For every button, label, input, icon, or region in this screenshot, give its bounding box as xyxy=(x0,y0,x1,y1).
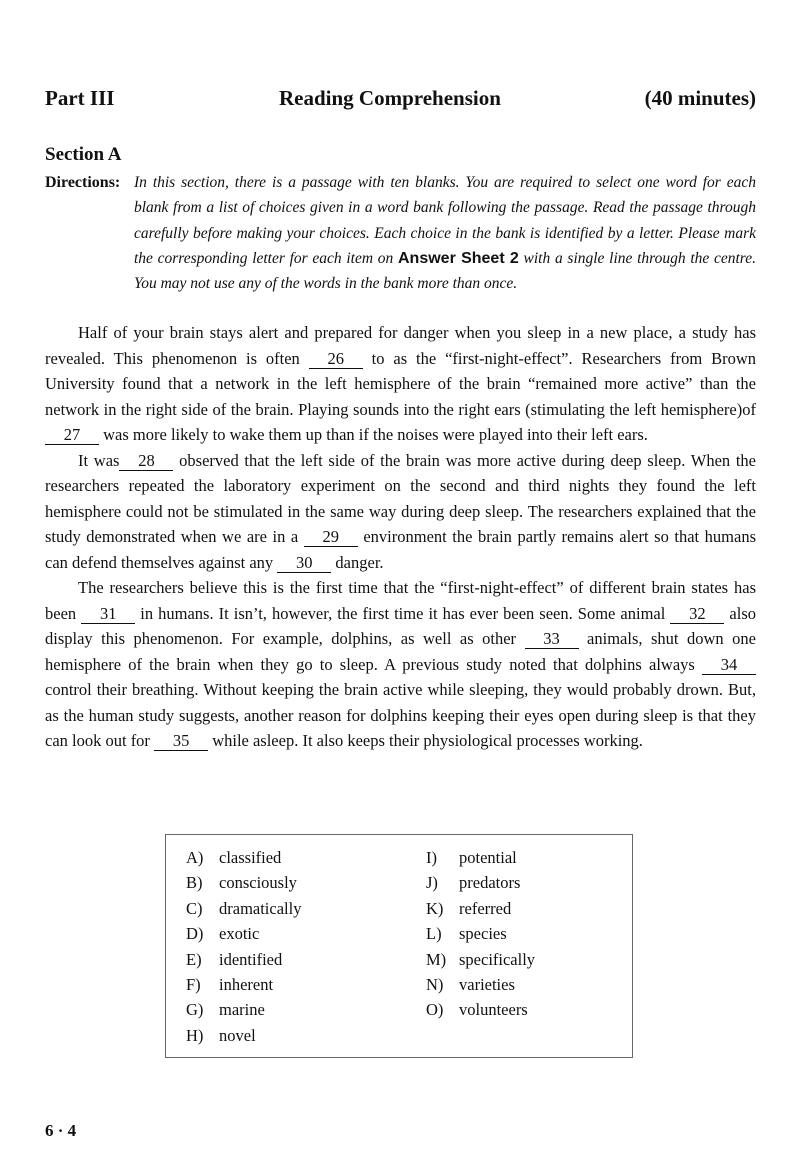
passage-text: observed that the left side of the brain was more active during deep sleep. When the researchers repeated the laboratory experiment on the second and third nights they found the left hemisphere could not be stimulated in the same way during deep sleep. The researchers explained that the study demonstrated when we are in a xyxy=(45,450,756,546)
directions-label-text: Directions xyxy=(45,174,115,191)
answer-sheet-label: Answer Sheet 2 xyxy=(398,249,519,267)
page-header xyxy=(45,86,756,116)
word-bank-item xyxy=(186,972,301,997)
word-bank-letter: O) xyxy=(426,1000,444,1020)
word-bank-word: varieties xyxy=(459,974,515,994)
passage-text: danger. xyxy=(331,552,384,572)
blank-29: 29 xyxy=(304,528,358,547)
word-bank-item xyxy=(426,972,535,997)
word-bank-item xyxy=(186,870,301,895)
word-bank-letter: D) xyxy=(186,924,204,944)
word-bank-item xyxy=(426,921,535,946)
word-bank-item xyxy=(186,997,301,1022)
word-bank-column-1 xyxy=(186,845,301,1048)
section-heading-title: Reading Comprehension xyxy=(279,86,501,110)
word-bank-item xyxy=(426,896,535,921)
blank-35: 35 xyxy=(154,732,208,751)
word-bank-item xyxy=(186,947,301,972)
word-bank-word: marine xyxy=(219,1000,265,1020)
word-bank-word: novel xyxy=(219,1025,256,1045)
passage-text: The researchers believe this is the first time that the “first-night-effect” of different brain states has been xyxy=(45,578,756,623)
blank-26: 26 xyxy=(309,350,363,369)
word-bank-letter: K) xyxy=(426,898,444,918)
passage-text: Half of your brain stays alert and prepared for danger when you sleep in a new place, a study has revealed. This phenomenon is often xyxy=(45,323,756,368)
word-bank-letter: G) xyxy=(186,1000,204,1020)
passage-text: control their breathing. Without keeping the brain active while sleeping, they would probably drown. But, as the human study suggests, another reason for dolphins keeping their eyes open during sleep is that they can look out for xyxy=(45,680,756,750)
word-bank-word: referred xyxy=(459,898,512,918)
passage-paragraph-2 xyxy=(45,448,756,576)
word-bank-item xyxy=(426,997,535,1022)
word-bank-word: volunteers xyxy=(459,1000,528,1020)
word-bank-letter: C) xyxy=(186,898,203,918)
directions-text-before: In this section, there is a passage with ten blanks. You are required to select one word for each blank from a list of choices given in a word bank following the passage. Read the passage through carefully before making your choices. Each choice in the bank is identified by a letter. Please mark the corresponding letter for each item on xyxy=(134,174,756,267)
word-bank-word: inherent xyxy=(219,974,274,994)
word-bank-letter: H) xyxy=(186,1025,204,1045)
word-bank-word: classified xyxy=(219,848,282,867)
word-bank-item xyxy=(426,870,535,895)
word-bank-item xyxy=(186,845,301,870)
page-number: 6 · 4 xyxy=(45,1121,77,1140)
passage-text: It was xyxy=(78,450,120,470)
word-bank-letter: A) xyxy=(186,848,204,867)
directions-text xyxy=(134,170,756,296)
word-bank-word: consciously xyxy=(219,873,297,893)
passage-text: also display this phenomenon. For example, dolphins, as well as other xyxy=(45,603,756,648)
word-bank-item xyxy=(426,947,535,972)
blank-33: 33 xyxy=(525,630,579,649)
directions-label xyxy=(45,170,120,195)
word-bank-letter: E) xyxy=(186,949,202,969)
passage-text: was more likely to wake them up than if the noises were played into their left ears. xyxy=(99,425,648,444)
directions-text-after: with a single line through the centre. You may not use any of the words in the bank more than once. xyxy=(134,249,756,293)
word-bank-word: potential xyxy=(459,848,517,867)
blank-30: 30 xyxy=(277,554,331,573)
word-bank-word: species xyxy=(459,924,507,944)
passage-text: in humans. It isn’t, however, the first time it has ever been seen. Some animal xyxy=(135,603,671,623)
word-bank-word: identified xyxy=(219,949,283,969)
directions-colon: : xyxy=(114,174,121,191)
time-limit: (40 minutes) xyxy=(644,86,756,110)
word-bank-letter: N) xyxy=(426,974,444,994)
blank-34: 34 xyxy=(702,656,756,675)
blank-28: 28 xyxy=(119,452,173,471)
word-bank-word: specifically xyxy=(459,949,536,969)
word-bank-item xyxy=(186,921,301,946)
word-bank-letter: F) xyxy=(186,974,201,994)
word-bank-letter: J) xyxy=(426,873,438,893)
passage-paragraph-1 xyxy=(45,320,756,448)
word-bank-letter: M) xyxy=(426,949,447,969)
passage-text: to as the “first-night-effect”. Researchers from Brown University found that a network in the left hemisphere of the brain “remained more active” than the network in the right side of the brain. Playing sounds into the right ears (stimulating the left hemisphere)of xyxy=(45,348,756,419)
word-bank-item xyxy=(186,1023,301,1048)
passage-text: environment the brain partly remains alert so that humans can defend themselves against any xyxy=(45,527,756,572)
word-bank-item xyxy=(426,845,535,870)
blank-31: 31 xyxy=(81,605,135,624)
passage-text: while asleep. It also keeps their physiological processes working. xyxy=(208,731,643,750)
passage xyxy=(45,320,756,754)
word-bank-letter: I) xyxy=(426,848,437,867)
word-bank-word: exotic xyxy=(219,924,260,944)
word-bank-word: predators xyxy=(459,873,521,893)
word-bank-letter: B) xyxy=(186,873,203,893)
passage-text: animals, shut down one hemisphere of the brain when they go to sleep. A previous study noted that dolphins always xyxy=(45,629,756,674)
section-title: Section A xyxy=(45,144,122,165)
word-bank-column-2 xyxy=(426,845,535,1023)
blank-32: 32 xyxy=(670,605,724,624)
blank-27: 27 xyxy=(45,426,99,445)
word-bank xyxy=(165,834,633,1058)
word-bank-item xyxy=(186,896,301,921)
part-label: Part III xyxy=(45,86,115,110)
word-bank-letter: L) xyxy=(426,924,442,944)
word-bank-word: dramatically xyxy=(219,898,302,918)
passage-paragraph-3 xyxy=(45,575,756,754)
directions xyxy=(45,170,756,296)
